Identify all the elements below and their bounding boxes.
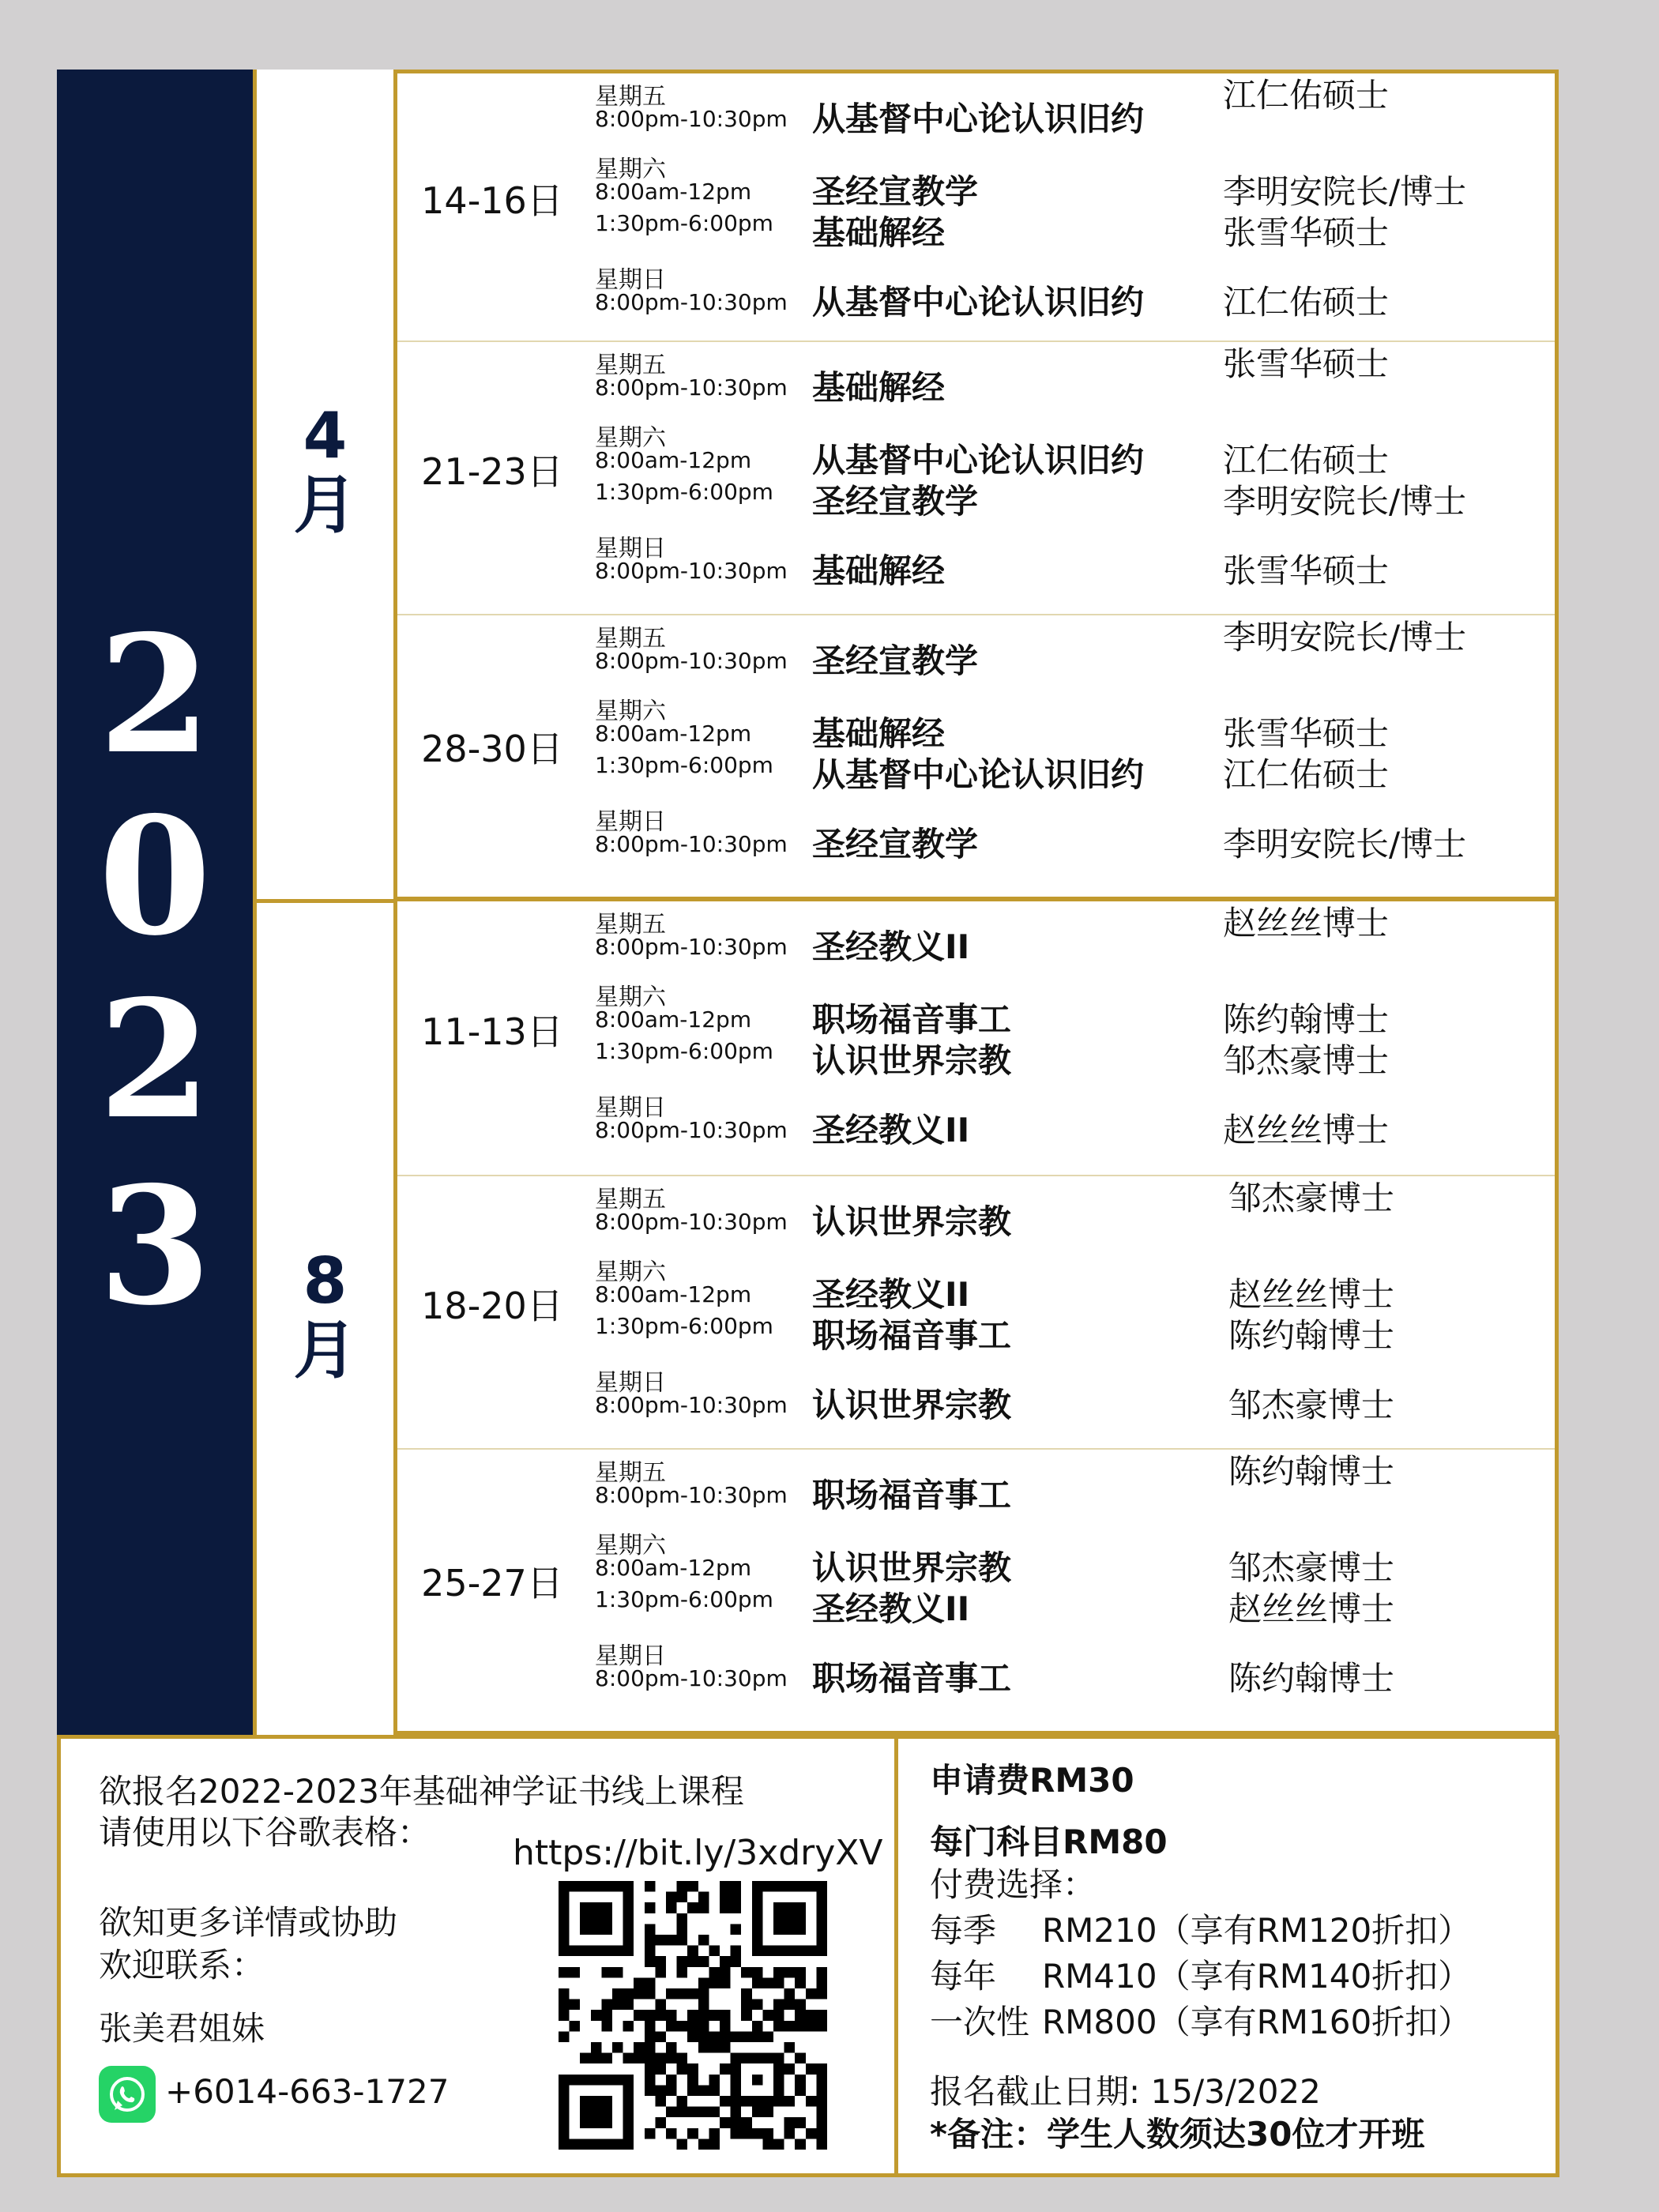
week-row [397,73,1555,342]
teacher-names [1228,1451,1394,1492]
day-name: 星期五 [595,1459,666,1487]
course-names [812,824,978,865]
teacher-name: 赵丝丝博士 [1223,1111,1390,1149]
day-name: 星期五 [595,1186,666,1213]
teacher-name: 赵丝丝博士 [1223,904,1390,942]
session-time: 8:00pm-10:30pm [595,106,788,132]
teacher-name: 江仁佑硕士 [1223,76,1390,115]
teacher-names [1223,713,1389,796]
teacher-name: 邹杰豪博士 [1228,1548,1395,1587]
teacher-names [1223,617,1466,658]
teacher-names [1223,440,1466,522]
course-names [812,551,945,592]
qr-code[interactable] [559,1881,827,2150]
help-text: 欲知更多详情或协助 [99,1903,398,1942]
day-name: 星期日 [595,266,666,294]
course-name: 从基督中心论认识旧约 [812,441,1145,480]
session-times [595,176,773,239]
course-names [812,927,969,968]
session-times [595,103,788,135]
day-name: 星期六 [595,1532,666,1559]
course-names [812,282,1144,323]
session-times [595,829,788,860]
session-time: 8:00pm-10:30pm [595,558,788,584]
session-times [595,1115,788,1146]
teacher-name: 赵丝丝博士 [1228,1275,1395,1314]
teacher-names [1223,1110,1389,1151]
session-time: 1:30pm-6:00pm [595,1038,773,1064]
teacher-names [1223,551,1389,592]
payment-option-detail: RM210（享有RM120折扣） [1042,1911,1472,1950]
teacher-names [1223,171,1466,254]
month-label-april: 4 月 [293,399,357,542]
session-times [595,1390,788,1421]
registration-link[interactable]: https://bit.ly/3xdryXV [513,1833,883,1873]
session-time: 8:00pm-10:30pm [595,1209,788,1235]
teacher-name: 江仁佑硕士 [1223,755,1390,794]
session-times [595,445,773,508]
course-names [812,1385,1011,1426]
week-row [397,901,1555,1176]
session-times [595,1004,773,1067]
year-sidebar [57,70,253,1735]
session-time: 8:00am-12pm [595,1006,752,1033]
day-name: 星期六 [595,424,666,452]
payment-option [930,1909,1471,1952]
session-time: 8:00pm-10:30pm [595,374,788,401]
day-name: 星期日 [595,535,666,562]
class-note: *备注：学生人数须达30位才开班 [930,2115,1425,2154]
register-instruction: 请使用以下谷歌表格： [99,1813,431,1852]
teacher-names [1228,1385,1394,1426]
schedule-block-august [393,897,1559,1735]
payment-option-label: 每季 [930,1911,997,1950]
day-name: 星期日 [595,808,666,836]
course-name: 基础解经 [812,551,946,590]
week-dates: 18-20日 [421,1285,563,1327]
course-names [812,171,978,254]
day-name: 星期五 [595,352,666,379]
course-name: 圣经教义II [812,1275,970,1314]
session-times [595,1663,788,1695]
session-times [595,372,788,404]
teacher-names [1228,1178,1394,1219]
month-column [253,70,393,1735]
payment-option [930,2001,1471,2044]
course-name: 认识世界宗教 [812,1202,1012,1241]
session-times [595,1552,773,1616]
day-name: 星期日 [595,1642,666,1670]
day-name: 星期六 [595,984,666,1011]
week-dates: 14-16日 [421,179,563,222]
contact-phone[interactable]: +6014-663-1727 [165,2072,450,2111]
whatsapp-icon [99,2066,156,2123]
teacher-name: 陈约翰博士 [1228,1659,1395,1698]
teacher-name: 李明安院长/博士 [1223,618,1467,656]
session-time: 8:00am-12pm [595,179,752,205]
week-dates: 11-13日 [421,1010,563,1053]
teacher-name: 张雪华硕士 [1223,714,1390,753]
course-names [812,99,1144,140]
teacher-names [1223,75,1389,116]
session-time: 8:00pm-10:30pm [595,1392,788,1418]
course-names [812,1274,1011,1356]
month-divider [257,899,393,903]
week-row [397,342,1555,615]
course-name: 基础解经 [812,213,946,252]
registration-footer [57,1735,1559,2177]
teacher-names [1223,282,1389,323]
session-times [595,1206,788,1238]
teacher-name: 江仁佑硕士 [1223,441,1390,480]
session-time: 8:00pm-10:30pm [595,934,788,960]
course-name: 认识世界宗教 [812,1548,1012,1587]
course-names [812,1110,969,1151]
session-time: 1:30pm-6:00pm [595,479,773,505]
course-name: 基础解经 [812,714,946,753]
day-name: 星期日 [595,1094,666,1122]
teacher-names [1228,1658,1394,1699]
payment-options-title: 付费选择： [930,1865,1097,1904]
session-times [595,1480,788,1511]
teacher-name: 陈约翰博士 [1228,1316,1395,1355]
course-name: 认识世界宗教 [812,1386,1012,1424]
schedule-block-april [393,70,1559,901]
week-row [397,1176,1555,1450]
course-name: 职场福音事工 [812,1000,1012,1039]
teacher-name: 邹杰豪博士 [1228,1386,1395,1424]
course-name: 职场福音事工 [812,1659,1012,1698]
day-name: 星期五 [595,911,666,939]
course-name: 圣经宣教学 [812,641,979,680]
week-row [397,1450,1555,1731]
course-name: 认识世界宗教 [812,1041,1012,1080]
course-name: 职场福音事工 [812,1476,1012,1514]
teacher-names [1223,344,1389,385]
session-time: 1:30pm-6:00pm [595,210,773,236]
week-dates: 21-23日 [421,450,563,493]
session-time: 1:30pm-6:00pm [595,1586,773,1612]
teacher-name: 李明安院长/博士 [1223,172,1467,211]
day-name: 星期五 [595,83,666,111]
teacher-name: 江仁佑硕士 [1223,283,1390,322]
session-time: 8:00pm-10:30pm [595,831,788,857]
teacher-name: 李明安院长/博士 [1223,825,1467,863]
teacher-name: 张雪华硕士 [1223,344,1390,383]
teacher-name: 邹杰豪博士 [1228,1179,1395,1217]
session-time: 1:30pm-6:00pm [595,1313,773,1339]
payment-option-detail: RM800（享有RM160折扣） [1042,2003,1472,2041]
teacher-name: 赵丝丝博士 [1228,1589,1395,1628]
session-time: 8:00am-12pm [595,720,752,747]
day-name: 星期日 [595,1369,666,1397]
course-name: 从基督中心论认识旧约 [812,283,1145,322]
session-times [595,645,788,677]
course-names [812,1548,1011,1630]
registration-deadline: 报名截止日期: 15/3/2022 [930,2072,1321,2111]
payment-option [930,1955,1471,1998]
session-time: 8:00am-12pm [595,1281,752,1307]
payment-option-label: 每年 [930,1957,997,1996]
course-names [812,367,945,408]
session-time: 8:00pm-10:30pm [595,1665,788,1691]
course-name: 圣经教义II [812,1589,970,1628]
teacher-names [1228,1274,1394,1356]
year-digit: 2 [98,600,212,790]
course-name: 圣经教义II [812,1111,970,1149]
session-time: 8:00pm-10:30pm [595,648,788,674]
session-time: 8:00am-12pm [595,447,752,473]
teacher-names [1223,999,1389,1082]
course-names [812,641,978,682]
week-dates: 28-30日 [421,728,563,770]
teacher-name: 张雪华硕士 [1223,551,1390,590]
week-row [397,615,1555,897]
teacher-names [1223,824,1466,865]
session-time: 8:00pm-10:30pm [595,1482,788,1508]
course-names [812,999,1011,1082]
course-name: 圣经宣教学 [812,825,979,863]
session-times [595,1279,773,1342]
session-times [595,555,788,587]
day-name: 星期六 [595,156,666,183]
session-time: 1:30pm-6:00pm [595,752,773,778]
teacher-name: 李明安院长/博士 [1223,482,1467,521]
teacher-name: 张雪华硕士 [1223,213,1390,252]
teacher-name: 陈约翰博士 [1223,1000,1390,1039]
teacher-name: 邹杰豪博士 [1223,1041,1390,1080]
session-time: 8:00am-12pm [595,1555,752,1581]
course-name: 从基督中心论认识旧约 [812,100,1145,138]
year-digit: 0 [98,782,212,972]
session-times [595,931,788,963]
session-time: 8:00pm-10:30pm [595,1117,788,1143]
session-times [595,718,773,781]
contact-prompt: 欢迎联系： [99,1946,265,1984]
payment-option-label: 一次性 [930,2003,1030,2041]
application-fee: 申请费RM30 [930,1761,1134,1800]
teacher-name: 陈约翰博士 [1228,1452,1395,1491]
contact-name: 张美君姐妹 [99,2009,265,2048]
course-names [812,440,1144,522]
subject-fee: 每门科目RM80 [930,1823,1168,1861]
course-name: 圣经教义II [812,927,970,966]
course-name: 圣经宣教学 [812,482,979,521]
session-time: 8:00pm-10:30pm [595,289,788,315]
course-names [812,713,1144,796]
course-names [812,1658,1011,1699]
week-dates: 25-27日 [421,1562,563,1604]
register-text: 欲报名2022-2023年基础神学证书线上课程 [99,1772,744,1811]
day-name: 星期六 [595,698,666,725]
year-digit: 3 [98,1152,212,1341]
session-times [595,287,788,318]
day-name: 星期六 [595,1258,666,1286]
course-names [812,1475,1011,1516]
course-names [812,1202,1011,1243]
footer-divider [894,1739,898,2173]
day-name: 星期五 [595,625,666,653]
year-digit: 2 [98,965,212,1155]
teacher-names [1223,903,1389,944]
course-name: 基础解经 [812,368,946,407]
course-name: 职场福音事工 [812,1316,1012,1355]
course-name: 从基督中心论认识旧约 [812,755,1145,794]
payment-option-detail: RM410（享有RM140折扣） [1042,1957,1472,1996]
teacher-names [1228,1548,1394,1630]
course-name: 圣经宣教学 [812,172,979,211]
month-label-august: 8 月 [293,1244,357,1387]
